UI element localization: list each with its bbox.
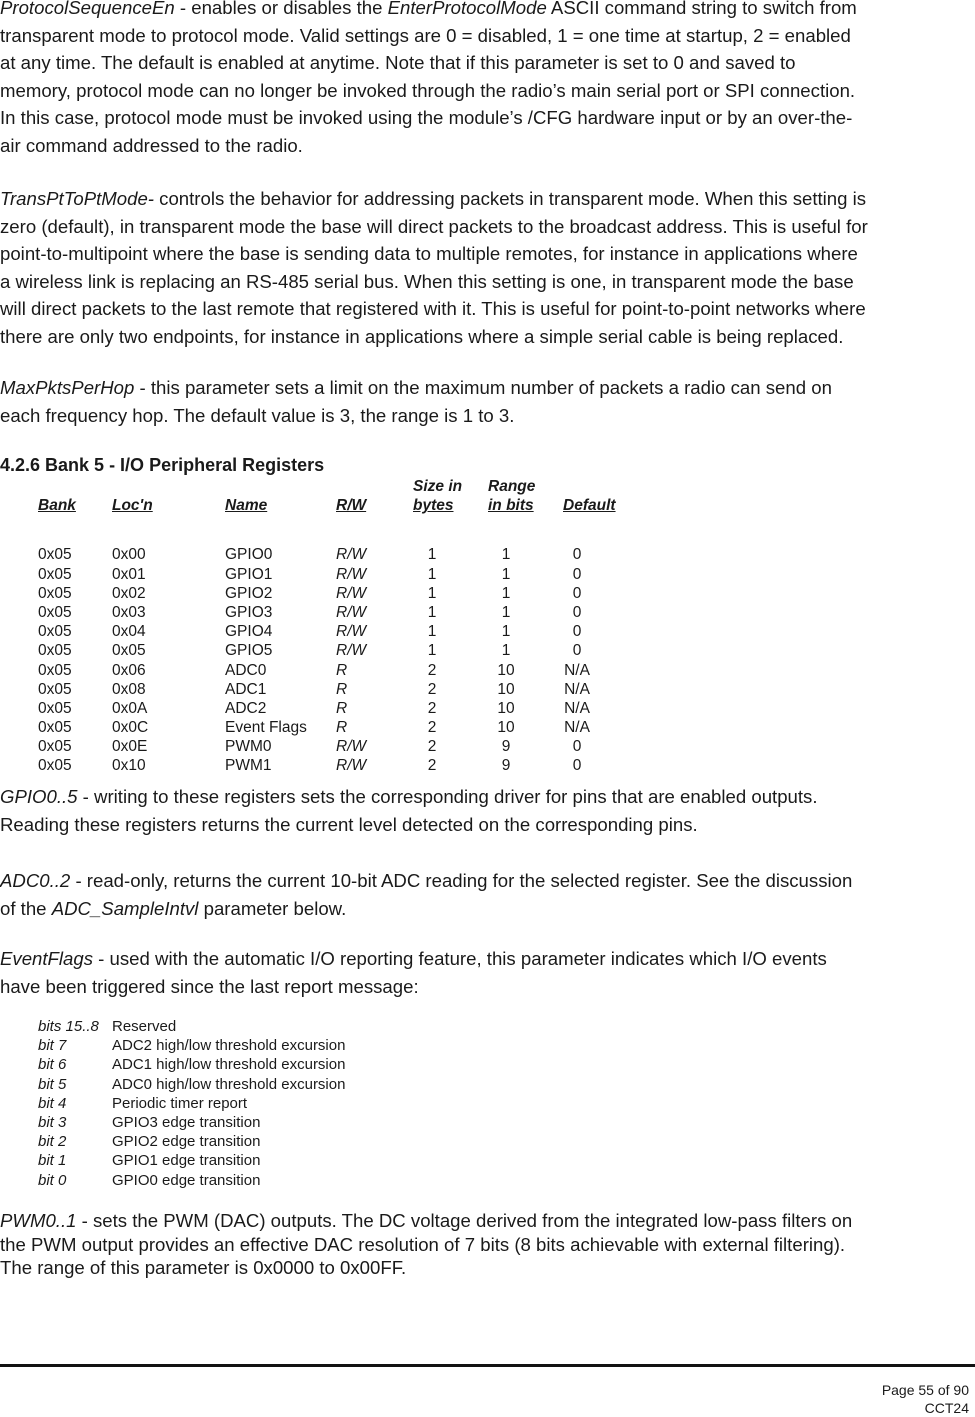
text-segment: transparent mode to protocol mode. Valid settings are 0 = disabled, 1 = one time at startup, 2 = enabled xyxy=(0,24,851,46)
italic-term: ADC_SampleIntvl xyxy=(51,897,199,919)
text-segment: - used with the automatic I/O reporting feature, this parameter indicates which I/O events xyxy=(93,948,827,969)
cell-rw: R/W xyxy=(336,623,367,641)
paragraph-adc xyxy=(0,867,852,922)
text-line xyxy=(0,49,857,77)
cell-default: N/A xyxy=(564,661,590,679)
cell-locn: 0x00 xyxy=(112,546,146,564)
cell-bank: 0x05 xyxy=(38,565,72,583)
cell-range: 1 xyxy=(501,584,511,602)
text-segment: - this parameter sets a limit on the maximum number of packets a radio can send on xyxy=(134,377,832,398)
cell-name: GPIO4 xyxy=(225,623,273,641)
cell-name: GPIO0 xyxy=(225,546,273,564)
text-line xyxy=(0,895,852,923)
bit-description: Reserved xyxy=(112,1018,177,1035)
bit-label: bit 3 xyxy=(38,1113,67,1131)
cell-name: ADC1 xyxy=(225,680,267,698)
text-segment: a wireless link is replacing an RS-485 serial bus. When this setting is one, in transparent mode the base xyxy=(0,270,854,292)
italic-term: ProtocolSequenceEn xyxy=(0,0,175,18)
cell-default: N/A xyxy=(564,699,590,717)
text-segment: Reading these registers returns the current level detected on the corresponding pins. xyxy=(0,813,698,835)
cell-name: GPIO3 xyxy=(225,603,273,621)
cell-size: 1 xyxy=(427,603,437,621)
text-line xyxy=(0,1209,852,1233)
cell-name: GPIO1 xyxy=(225,565,273,583)
text-line xyxy=(0,22,857,50)
cell-name: PWM0 xyxy=(225,738,272,756)
bit-label: bit 6 xyxy=(38,1056,67,1074)
page-number: Page 55 of 90 xyxy=(881,1382,969,1398)
cell-bank: 0x05 xyxy=(38,623,72,641)
cell-bank: 0x05 xyxy=(38,699,72,717)
cell-name: PWM1 xyxy=(225,757,272,775)
cell-range: 1 xyxy=(501,546,511,564)
cell-range: 10 xyxy=(497,699,515,717)
text-line xyxy=(0,240,868,268)
text-line xyxy=(0,0,857,22)
cell-rw: R/W xyxy=(336,603,367,621)
cell-range: 10 xyxy=(497,680,515,698)
text-line xyxy=(0,973,827,1001)
text-segment: have been triggered since the last report message: xyxy=(0,975,419,997)
cell-locn: 0x05 xyxy=(112,642,146,660)
text-segment: - sets the PWM (DAC) outputs. The DC voltage derived from the integrated low-pass filters on xyxy=(76,1210,853,1231)
text-segment: In this case, protocol mode must be invoked using the module’s /CFG hardware input or by an over-the- xyxy=(0,107,853,128)
cell-size: 1 xyxy=(427,565,437,583)
cell-default: 0 xyxy=(572,584,582,602)
cell-size: 2 xyxy=(427,738,437,756)
cell-rw: R xyxy=(336,661,348,679)
paragraph-protocol-sequence-en xyxy=(0,0,857,159)
header-name: Name xyxy=(225,497,268,515)
cell-bank: 0x05 xyxy=(38,719,72,737)
italic-term: ADC0..2 xyxy=(0,870,71,891)
cell-bank: 0x05 xyxy=(38,546,72,564)
cell-locn: 0x03 xyxy=(112,603,146,621)
cell-locn: 0x10 xyxy=(112,757,146,775)
cell-size: 2 xyxy=(427,661,437,679)
cell-range: 1 xyxy=(501,623,511,641)
paragraph-gpio xyxy=(0,783,818,838)
cell-rw: R/W xyxy=(336,546,367,564)
cell-default: 0 xyxy=(572,738,582,756)
header-rw: R/W xyxy=(336,497,367,515)
text-line xyxy=(0,867,852,895)
cell-size: 2 xyxy=(427,699,437,717)
cell-rw: R xyxy=(336,719,348,737)
text-line xyxy=(0,1256,852,1280)
italic-term: MaxPktsPerHop xyxy=(0,377,135,398)
document-id: CCT24 xyxy=(924,1400,969,1416)
text-segment: - writing to these registers sets the corresponding driver for pins that are enabled outputs. xyxy=(77,786,818,807)
cell-rw: R/W xyxy=(336,738,367,756)
cell-size: 1 xyxy=(427,623,437,641)
text-line xyxy=(0,185,868,213)
text-segment: ASCII command string to switch from xyxy=(546,0,857,18)
text-line xyxy=(0,268,868,296)
text-line xyxy=(0,104,857,132)
bit-label: bit 5 xyxy=(38,1075,67,1093)
italic-term: TransPtToPtMode- xyxy=(0,188,154,209)
cell-size: 1 xyxy=(427,584,437,602)
header-default: Default xyxy=(563,497,616,515)
bit-description: ADC1 high/low threshold excursion xyxy=(112,1056,346,1074)
cell-default: N/A xyxy=(564,719,590,737)
text-line xyxy=(0,323,868,351)
cell-bank: 0x05 xyxy=(38,661,72,679)
cell-rw: R/W xyxy=(336,642,367,660)
cell-rw: R/W xyxy=(336,757,367,775)
cell-locn: 0x08 xyxy=(112,680,146,698)
cell-name: ADC2 xyxy=(225,699,267,717)
italic-term: PWM0..1 xyxy=(0,1210,77,1231)
header-size: bytes xyxy=(413,497,454,515)
header-bank: Bank xyxy=(38,497,76,515)
text-segment: there are only two endpoints, for instance in applications where a simple serial cable is being replaced. xyxy=(0,325,844,347)
header-range-top: Range xyxy=(488,478,536,495)
cell-name: GPIO5 xyxy=(225,642,273,660)
cell-name: GPIO2 xyxy=(225,584,273,602)
bit-label: bit 1 xyxy=(38,1152,67,1170)
paragraph-pwm xyxy=(0,1209,852,1280)
text-line xyxy=(0,132,857,160)
bit-label: bit 2 xyxy=(38,1133,67,1151)
text-line xyxy=(0,77,857,105)
cell-rw: R/W xyxy=(336,565,367,583)
text-segment: - read-only, returns the current 10-bit ADC reading for the selected register. See the discussion xyxy=(70,870,853,891)
cell-locn: 0x0E xyxy=(112,738,148,756)
bit-description: ADC0 high/low threshold excursion xyxy=(112,1075,346,1093)
cell-range: 10 xyxy=(497,661,515,679)
text-segment: air command addressed to the radio. xyxy=(0,134,303,156)
bit-description: GPIO3 edge transition xyxy=(112,1113,261,1131)
cell-bank: 0x05 xyxy=(38,738,72,756)
header-size-top: Size in xyxy=(413,478,463,495)
paragraph-max-pkts-per-hop xyxy=(0,374,832,429)
cell-rw: R xyxy=(336,699,348,717)
cell-rw: R xyxy=(336,680,348,698)
cell-default: 0 xyxy=(572,565,582,583)
text-segment: each frequency hop. The default value is 3, the range is 1 to 3. xyxy=(0,404,515,426)
italic-term: EventFlags xyxy=(0,948,94,969)
cell-range: 1 xyxy=(501,565,511,583)
cell-range: 1 xyxy=(501,642,511,660)
bit-label: bit 4 xyxy=(38,1094,67,1112)
cell-bank: 0x05 xyxy=(38,757,72,775)
cell-bank: 0x05 xyxy=(38,680,72,698)
text-line xyxy=(0,374,832,402)
cell-default: 0 xyxy=(572,757,582,775)
text-segment: parameter below. xyxy=(198,897,347,919)
cell-size: 2 xyxy=(427,680,437,698)
text-segment: controls the behavior for addressing packets in transparent mode. When this setting is xyxy=(153,188,867,209)
paragraph-event-flags xyxy=(0,945,827,1000)
cell-default: 0 xyxy=(572,546,582,564)
footer xyxy=(882,1381,969,1417)
text-line xyxy=(0,213,868,241)
text-line xyxy=(0,945,827,973)
cell-size: 1 xyxy=(427,642,437,660)
cell-locn: 0x0A xyxy=(112,699,148,717)
bit-description: Periodic timer report xyxy=(112,1094,248,1112)
cell-range: 9 xyxy=(501,738,511,756)
text-segment: at any time. The default is enabled at anytime. Note that if this parameter is set to 0 and saved to xyxy=(0,52,796,73)
cell-locn: 0x06 xyxy=(112,661,146,679)
bit-description: GPIO1 edge transition xyxy=(112,1152,261,1170)
cell-size: 2 xyxy=(427,719,437,737)
cell-locn: 0x01 xyxy=(112,565,146,583)
text-line xyxy=(0,295,868,323)
cell-default: 0 xyxy=(572,642,582,660)
cell-bank: 0x05 xyxy=(38,584,72,602)
bit-label: bits 15..8 xyxy=(38,1018,99,1035)
cell-locn: 0x0C xyxy=(112,719,149,737)
cell-rw: R/W xyxy=(336,584,367,602)
cell-name: Event Flags xyxy=(225,719,307,737)
italic-term: GPIO0..5 xyxy=(0,786,78,807)
cell-range: 1 xyxy=(501,603,511,621)
bit-description: GPIO2 edge transition xyxy=(112,1133,261,1151)
bit-label: bit 7 xyxy=(38,1037,67,1055)
cell-range: 9 xyxy=(501,757,511,775)
cell-default: 0 xyxy=(572,623,582,641)
text-segment: point-to-multipoint where the base is sending data to multiple remotes, for instance in applications where xyxy=(0,243,858,264)
text-segment: of the xyxy=(0,897,52,919)
cell-locn: 0x04 xyxy=(112,623,146,641)
cell-locn: 0x02 xyxy=(112,584,146,602)
cell-range: 10 xyxy=(497,719,515,737)
text-segment: The range of this parameter is 0x0000 to 0x00FF. xyxy=(0,1257,407,1278)
italic-term: EnterProtocolMode xyxy=(387,0,547,18)
bit-label: bit 0 xyxy=(38,1171,67,1189)
cell-bank: 0x05 xyxy=(38,603,72,621)
text-line xyxy=(0,1233,852,1257)
header-locn: Loc'n xyxy=(112,497,153,515)
cell-default: 0 xyxy=(572,603,582,621)
cell-default: N/A xyxy=(564,680,590,698)
text-segment: - enables or disables the xyxy=(174,0,388,18)
bit-description: GPIO0 edge transition xyxy=(112,1171,261,1189)
cell-size: 1 xyxy=(427,546,437,564)
text-line xyxy=(0,783,818,811)
text-segment: the PWM output provides an effective DAC resolution of 7 bits (8 bits achievable with external filtering). xyxy=(0,1233,846,1255)
text-segment: will direct packets to the last remote that registered with it. This is useful for point-to-point networks where xyxy=(0,298,866,319)
cell-bank: 0x05 xyxy=(38,642,72,660)
section-heading: 4.2.6 Bank 5 - I/O Peripheral Registers xyxy=(0,455,325,475)
paragraph-trans-pt-to-pt-mode xyxy=(0,185,868,350)
header-range: in bits xyxy=(488,497,534,515)
text-segment: memory, protocol mode can no longer be invoked through the radio’s main serial port or SPI connection. xyxy=(0,79,856,101)
cell-name: ADC0 xyxy=(225,661,267,679)
text-line xyxy=(0,402,832,430)
footer-rule xyxy=(0,1364,975,1367)
cell-size: 2 xyxy=(427,757,437,775)
bit-description: ADC2 high/low threshold excursion xyxy=(112,1037,346,1055)
text-segment: zero (default), in transparent mode the base will direct packets to the broadcast address. This is useful for xyxy=(0,215,868,237)
text-line xyxy=(0,811,818,839)
